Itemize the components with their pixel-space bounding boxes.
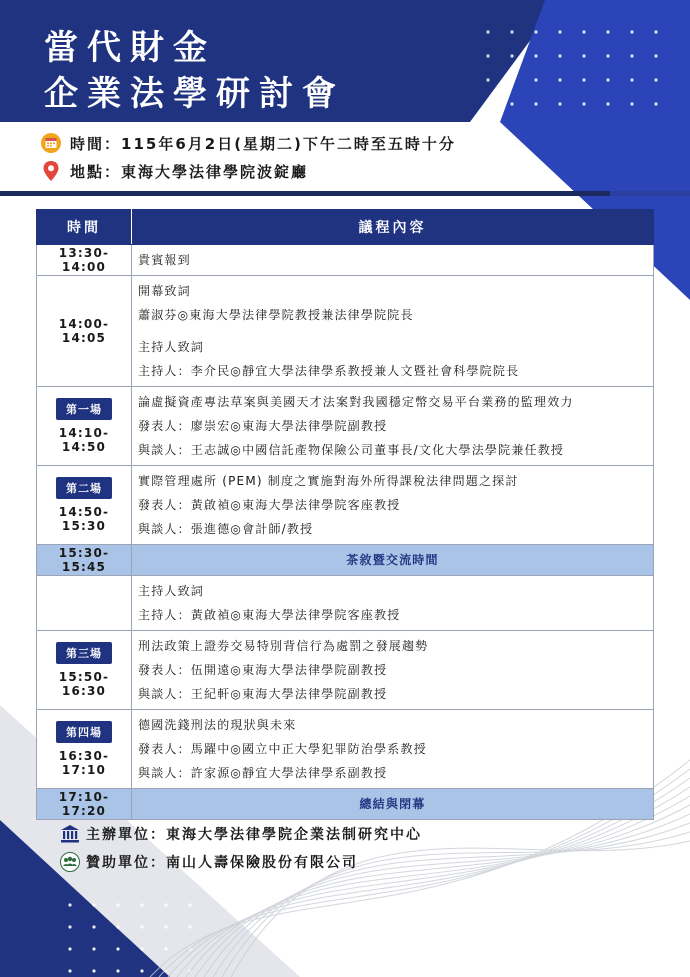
event-title-line2: 企業法學研討會 <box>44 74 345 114</box>
decor-dot <box>606 30 609 33</box>
agenda-line: 主持人：李介民◎靜宜大學法律學系教授兼人文暨社會科學院院長 <box>138 364 520 378</box>
time-range: 15:50-16:30 <box>58 670 110 698</box>
decor-dot <box>654 102 657 105</box>
decor-dot <box>68 925 71 928</box>
agenda-line: 茶敘暨交流時間 <box>346 553 439 567</box>
column-header-time: 時間 <box>37 210 132 245</box>
decor-dot <box>68 903 71 906</box>
agenda-line: 主持人致詞 <box>138 584 205 598</box>
agenda-content-cell <box>132 245 654 276</box>
decor-dot <box>140 903 143 906</box>
decor-dot <box>68 947 71 950</box>
decor-dot <box>630 30 633 33</box>
decor-dot <box>630 54 633 57</box>
location-pin-icon <box>40 160 62 182</box>
time-range: 16:30-17:10 <box>58 749 110 777</box>
agenda-line: 總結與閉幕 <box>359 797 426 811</box>
agenda-line: 發表人：黃啟禎◎東海大學法律學院客座教授 <box>138 498 401 512</box>
decor-dot <box>92 947 95 950</box>
decor-dot <box>606 102 609 105</box>
decor-dot <box>630 102 633 105</box>
decor-dot <box>140 947 143 950</box>
decor-dot <box>510 78 513 81</box>
time-range: 17:10-17:20 <box>58 790 110 818</box>
host-label: 主辦單位： <box>86 827 166 843</box>
decor-dot <box>630 78 633 81</box>
agenda-line: 主持人：黃啟禎◎東海大學法律學院客座教授 <box>138 608 401 622</box>
decor-dot <box>510 102 513 105</box>
agenda-line: 實際管理處所 (PEM) 制度之實施對海外所得課稅法律問題之探討 <box>138 474 519 488</box>
agenda-content-cell <box>132 789 654 820</box>
agenda-content-cell <box>132 387 654 466</box>
session-badge: 第四場 <box>56 721 112 743</box>
agenda-line: 與談人：王紀軒◎東海大學法律學院副教授 <box>138 687 388 701</box>
agenda-row <box>37 576 654 631</box>
agenda-time-cell <box>37 545 132 576</box>
agenda-line: 發表人：廖崇宏◎東海大學法律學院副教授 <box>138 419 388 433</box>
decor-dot <box>558 102 561 105</box>
decor-dot <box>582 54 585 57</box>
agenda-line: 發表人：伍開遠◎東海大學法律學院副教授 <box>138 663 388 677</box>
decor-dot <box>92 969 95 972</box>
agenda-content-cell <box>132 466 654 545</box>
agenda-line: 與談人：王志誠◎中國信託產物保險公司董事長/文化大學法學院兼任教授 <box>138 443 565 457</box>
people-icon <box>60 852 80 872</box>
agenda-time-cell <box>37 276 132 387</box>
agenda-line: 論虛擬資產專法草案與美國天才法案對我國穩定幣交易平台業務的監理效力 <box>138 395 574 409</box>
decor-dot <box>486 30 489 33</box>
session-badge: 第三場 <box>56 642 112 664</box>
decor-dot <box>188 903 191 906</box>
decor-dot <box>92 903 95 906</box>
time-range: 14:50-15:30 <box>58 505 110 533</box>
decor-dot <box>654 78 657 81</box>
agenda-time-cell <box>37 631 132 710</box>
decor-dot <box>140 925 143 928</box>
decor-dot <box>654 30 657 33</box>
time-range: 13:30-14:00 <box>58 246 110 274</box>
decor-dot <box>164 947 167 950</box>
agenda-line: 刑法政策上證券交易特別背信行為處罰之發展趨勢 <box>138 639 429 653</box>
agenda-line: 蕭淑芬◎東海大學法律學院教授兼法律學院院長 <box>138 308 414 322</box>
decor-dot <box>486 54 489 57</box>
decor-dot <box>164 903 167 906</box>
agenda-row <box>37 545 654 576</box>
decor-dot <box>116 925 119 928</box>
decor-wave-line <box>213 823 690 977</box>
line-spacer <box>138 327 647 335</box>
session-badge: 第一場 <box>56 398 112 420</box>
sponsor <box>60 852 358 872</box>
agenda-line: 開幕致詞 <box>138 284 191 298</box>
agenda-line: 貴賓報到 <box>138 253 191 267</box>
time-value: 115年6月2日(星期二)下午二時至五時十分 <box>121 134 456 153</box>
building-icon <box>60 824 80 844</box>
time-label: 時間： <box>70 134 122 153</box>
agenda-row <box>37 245 654 276</box>
time-range: 14:00-14:05 <box>58 317 110 345</box>
separator-bar-accent <box>610 191 690 196</box>
decor-dot <box>558 54 561 57</box>
agenda-content-cell <box>132 576 654 631</box>
decor-dot <box>486 78 489 81</box>
agenda-line: 與談人：張進德◎會計師/教授 <box>138 522 314 536</box>
agenda-time-cell <box>37 466 132 545</box>
decor-dot <box>582 30 585 33</box>
decor-dot <box>68 969 71 972</box>
agenda-content-cell <box>132 710 654 789</box>
agenda-content-cell <box>132 276 654 387</box>
decor-dot <box>164 925 167 928</box>
decor-dot <box>92 925 95 928</box>
agenda-row <box>37 789 654 820</box>
agenda-time-cell <box>37 387 132 466</box>
decor-dot <box>582 78 585 81</box>
agenda-line: 發表人：馬躍中◎國立中正大學犯罪防治學系教授 <box>138 742 427 756</box>
session-badge: 第二場 <box>56 477 112 499</box>
agenda-line: 與談人：許家源◎靜宜大學法律學系副教授 <box>138 766 388 780</box>
decor-dot <box>486 102 489 105</box>
decor-dot <box>534 30 537 33</box>
decor-dot <box>140 969 143 972</box>
agenda-content-cell <box>132 545 654 576</box>
decor-dot <box>582 102 585 105</box>
agenda-table <box>36 209 654 820</box>
event-time <box>40 132 456 154</box>
decor-dot <box>534 54 537 57</box>
agenda-time-cell <box>37 710 132 789</box>
decor-dot <box>558 30 561 33</box>
decor-dot <box>510 30 513 33</box>
time-range: 14:10-14:50 <box>58 426 110 454</box>
decor-dot <box>606 54 609 57</box>
separator-bar <box>0 191 610 196</box>
time-range: 15:30-15:45 <box>58 546 110 574</box>
event-title-line1: 當代財金 <box>44 28 216 68</box>
event-place <box>40 160 308 182</box>
place-label: 地點： <box>70 162 122 181</box>
column-header-agenda: 議程內容 <box>132 210 654 245</box>
decor-dot <box>116 903 119 906</box>
agenda-content-cell <box>132 631 654 710</box>
host-organizer <box>60 824 422 844</box>
sponsor-value: 南山人壽保險股份有限公司 <box>166 855 358 871</box>
host-value: 東海大學法律學院企業法制研究中心 <box>166 827 422 843</box>
agenda-time-cell <box>37 245 132 276</box>
sponsor-label: 贊助單位： <box>86 855 166 871</box>
agenda-line: 主持人致詞 <box>138 340 205 354</box>
place-value: 東海大學法律學院波錠廳 <box>121 162 309 181</box>
agenda-row <box>37 466 654 545</box>
agenda-time-cell <box>37 789 132 820</box>
agenda-row <box>37 276 654 387</box>
agenda-row <box>37 710 654 789</box>
decor-dot <box>116 969 119 972</box>
decor-dot <box>654 54 657 57</box>
agenda-row <box>37 387 654 466</box>
agenda-header-row <box>37 210 654 245</box>
agenda-time-cell <box>37 576 132 631</box>
decor-dot <box>188 925 191 928</box>
decor-dot <box>606 78 609 81</box>
decor-dot <box>510 54 513 57</box>
calendar-icon <box>40 132 62 154</box>
agenda-line: 德國洗錢刑法的現狀與未來 <box>138 718 297 732</box>
decor-dot <box>534 78 537 81</box>
decor-dot <box>534 102 537 105</box>
decor-dot <box>558 78 561 81</box>
decor-dot <box>116 947 119 950</box>
agenda-row <box>37 631 654 710</box>
